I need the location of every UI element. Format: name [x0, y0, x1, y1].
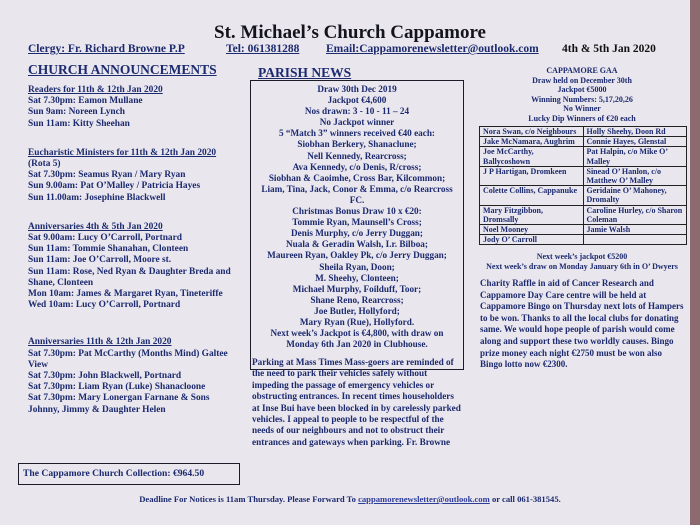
lotto-line: Nuala & Geradin Walsh, I.r. Bilboa; [286, 239, 428, 250]
table-row [480, 235, 687, 245]
footer [0, 494, 700, 504]
ministers-rota: (Rota 5) [28, 159, 61, 170]
parish-news-title: PARISH NEWS [258, 65, 352, 80]
gaa-winners-table [479, 126, 687, 245]
winner-cell: Geridaine O’ Mahoney, Dromalty [583, 186, 687, 205]
ministers-section [28, 148, 240, 204]
email-link[interactable]: Email:Cappamorenewsletter@outlook.com [326, 43, 539, 55]
lotto-line: Draw 30th Dec 2019 [317, 84, 397, 94]
lotto-line: No Jackpot winner [319, 117, 395, 128]
winner-cell [583, 235, 687, 245]
lotto-line: Tommie Ryan, Maunsell’s Cross; [292, 217, 422, 228]
anniversary-line: Wed 10am: Lucy O’Carroll, Portnard [28, 300, 181, 311]
lotto-line: M. Sheehy, Clonteen; [315, 272, 399, 283]
ministers-line: Sun 9.00am: Pat O’Malley / Patricia Hayes [28, 181, 201, 192]
parking-notice: Parking at Mass Times Mass-goers are reminded of the need to park their vehicles safely without impeding the passage of emergency vehicles or obstructing entrances. In recent times householders at Inse Bui have been blocked in by carelessly parked vehicles. I appeal to people to be respectful of the needs of our neighbours and not to obstruct their entrances and gateways when parking. Fr. Browne [252, 357, 461, 447]
lotto-line: Siobhan Berkery, Shanaclune; [297, 139, 417, 150]
table-row [480, 137, 687, 147]
winner-cell: Jamie Walsh [583, 225, 687, 235]
gaa-next-jackpot: Next week’s jackpot €5200 [536, 252, 628, 261]
winner-cell: Colette Collins, Cappanuke [480, 186, 584, 205]
ministers-line: Sat 7.30pm: Seamus Ryan / Mary Ryan [28, 170, 186, 181]
winner-cell: Pat Halpin, c/o Mike O’ Malley [583, 147, 687, 166]
gaa-line: Jackpot €5000 [557, 85, 607, 95]
gaa-next-draw: Next week’s draw on Monday January 6th in O’ Dwyers [486, 261, 678, 271]
lotto-line: Michael Murphy, Foilduff, Toor; [292, 283, 422, 294]
lotto-line: Denis Murphy, c/o Jerry Duggan; [291, 228, 423, 239]
winner-cell: Noel Mooney [480, 225, 584, 235]
lotto-line: Nos drawn: 3 - 10 - 11 – 24 [304, 106, 410, 117]
table-row [480, 225, 687, 235]
gaa-line: Draw held on December 30th [532, 75, 632, 85]
lotto-line: Nell Kennedy, Rearcross; [307, 150, 407, 161]
lotto-line: Maureen Ryan, Oakley Pk, c/o Jerry Duggan; [267, 250, 447, 261]
winner-cell: Nora Swan, c/o Neighbours [480, 127, 584, 137]
readers-line: Sat 7.30pm: Eamon Mullane [28, 96, 143, 107]
lotto-line: Next week’s Jackpot is €4,800, with draw on Monday 6th Jan 2020 in Clubhouse. [270, 328, 444, 350]
winner-cell: Holly Sheehy, Doon Rd [583, 127, 687, 137]
winner-cell: Jake McNamara, Aughrim [480, 137, 584, 147]
anniversaries-heading: Anniversaries 11th & 12th Jan 2020 [28, 337, 172, 348]
lotto-line: Joe Butler, Hollyford; [314, 305, 400, 316]
winner-cell: Jody O’ Carroll [480, 235, 584, 245]
table-row [480, 127, 687, 137]
lotto-draw-results [255, 84, 459, 350]
lotto-line: Shane Reno, Rearcross; [310, 294, 404, 305]
anniversary-line: Sat 9.00am: Lucy O’Carroll, Portnard [28, 233, 182, 244]
winner-cell: Mary Fitzgibbon, Dromsally [480, 205, 584, 224]
lotto-line: Mary Ryan (Rue), Hollyford. [299, 316, 415, 327]
gaa-next [478, 252, 686, 271]
lotto-line: 5 “Match 3” winners received €40 each: [279, 128, 435, 139]
table-row [480, 166, 687, 185]
lotto-line: Jackpot €4,600 [327, 95, 387, 106]
gaa-line: Lucky Dip Winners of €20 each [528, 113, 636, 123]
lotto-line: Liam, Tina, Jack, Conor & Emma, c/o Rearcross FC. [261, 183, 453, 205]
table-row [480, 205, 687, 224]
lotto-line: Ava Kennedy, c/o Denis, R/cross; [292, 161, 422, 172]
anniversary-line: Sat 7.30pm: Mary Lonergan Farnane & Sons Johnny, Jimmy & Daughter Helen [28, 393, 210, 415]
clergy-label: Clergy: Fr. Richard Browne P.P [28, 43, 185, 55]
anniversary-line: Sun 11am: Rose, Ned Ryan & Daughter Breda and Shane, Clonteen [28, 266, 231, 288]
readers-heading: Readers for 11th & 12th Jan 2020 [28, 85, 163, 95]
anniversaries-heading: Anniversaries 4th & 5th Jan 2020 [28, 221, 163, 232]
lotto-line: Christmas Bonus Draw 10 x €20: [292, 206, 422, 217]
lotto-draw-box [250, 80, 464, 370]
table-row [480, 186, 687, 205]
charity-raffle-notice: Charity Raffle in aid of Cancer Research and Cappamore Day Care centre will be held at Cappamore Bingo on Thursday next lots of Hampers to be won. Thanks to all the local clubs for donating same. We would hope people of parish would come along and support these two worldly causes. Bingo prize money each night €2750 must be won also Bingo lotto now €2300. [480, 278, 684, 370]
footer-email-link[interactable]: cappamorenewsletter@outlook.com [358, 494, 490, 504]
sheet-edge [690, 0, 700, 525]
footer-text: Deadline For Notices is 11am Thursday. Please Forward To [139, 494, 356, 504]
anniversary-line: Sat 7.30pm: John Blackwell, Portnard [28, 371, 182, 382]
winner-cell: Joe McCarthy, Ballycoshown [480, 147, 584, 166]
table-row [480, 147, 687, 166]
anniversary-line: Sun 11am: Joe O’Carroll, Moore st. [28, 255, 172, 266]
newsletter-date: 4th & 5th Jan 2020 [562, 43, 656, 55]
winner-cell: Sinead O’ Hanlon, c/o Matthew O’ Malley [583, 166, 687, 185]
lotto-line: Sheila Ryan, Doon; [319, 261, 395, 272]
readers-line: Sun 11am: Kitty Sheehan [28, 118, 130, 129]
winner-cell: Connie Hayes, Glenstal [583, 137, 687, 147]
anniversary-line: Mon 10am: James & Margaret Ryan, Tineteriffe [28, 289, 223, 300]
collection-amount: The Cappamore Church Collection: €964.50 [23, 468, 205, 479]
collection-box [18, 463, 240, 485]
anniversaries-section-2 [28, 337, 240, 415]
anniversary-line: Sat 7.30pm: Pat McCarthy (Months Mind) Galtee View [28, 348, 228, 370]
page-title: St. Michael’s Church Cappamore [214, 22, 486, 43]
telephone-label: Tel: 061381288 [226, 43, 300, 55]
anniversary-line: Sat 7.30pm: Liam Ryan (Luke) Shanacloone [28, 382, 206, 393]
gaa-line: No Winner [563, 104, 601, 114]
readers-line: Sun 9am: Noreen Lynch [28, 107, 125, 118]
winner-cell: J P Hartigan, Dromkeen [480, 166, 584, 185]
gaa-line: Winning Numbers: 5,17,20,26 [531, 94, 633, 104]
gaa-title: CAPPAMORE GAA [546, 66, 618, 75]
readers-section [28, 85, 240, 130]
church-announcements-title: CHURCH ANNOUNCEMENTS [28, 62, 217, 77]
ministers-line: Sun 11.00am: Josephine Blackwell [28, 192, 166, 203]
ministers-heading: Eucharistic Ministers for 11th & 12th Jan 2020 [28, 147, 217, 158]
gaa-header [478, 66, 686, 124]
anniversaries-section-1 [28, 222, 240, 312]
lotto-line: Siobhan & Caoimhe, Cross Bar, Kilcommon; [268, 172, 446, 183]
winner-cell: Caroline Hurley, c/o Sharon Coleman [583, 205, 687, 224]
announcements-column [28, 85, 240, 426]
footer-phone: or call 061-381545. [491, 494, 561, 504]
anniversary-line: Sun 11am: Tommie Shanahan, Clonteen [28, 244, 189, 255]
